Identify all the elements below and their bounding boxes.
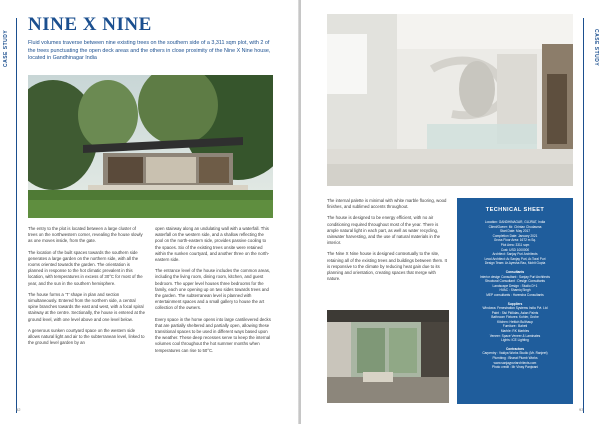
- tech-line: Client/Owner: Mr. Chintan Chudasma: [488, 224, 542, 229]
- interior-stair-photo: [327, 14, 573, 186]
- side-rule-right: [583, 18, 584, 413]
- tech-line: Veneer: Space Veneer & Laminates: [489, 333, 541, 338]
- tech-line: Landscape Design : Studio D+1: [492, 283, 538, 288]
- left-column-2: [155, 226, 273, 359]
- tech-line: Furniture : Baheti: [502, 324, 528, 329]
- left-column-1: [28, 226, 146, 351]
- tech-line: Plumbing : Bharat Plumb Works: [492, 356, 538, 361]
- tech-line: Interior design Consultant : Sanjay Puri Architects: [480, 274, 550, 279]
- paragraph: The entrance level of the house includes the common areas, including the living room, dining room, kitchen, and guest bedroom. The upper level houses three bedrooms for the family, each one opening up on two sides towards trees and the garden. The subterranean level is planned with entertainment spaces and a small gallery to house the art collection of the owners.: [155, 268, 271, 311]
- tech-line: Windows: Fenestration Systems India Pvt. Ltd: [482, 306, 548, 311]
- tech-line: Carpentry : Vaidya Works Studio (Mr. Ranjeet): [482, 351, 548, 356]
- tech-group-heading: Consultants: [505, 269, 525, 274]
- tech-line: Cost: USD 1000000: [500, 247, 530, 252]
- tech-line: Architect: Sanjay Puri Architects: [492, 252, 538, 257]
- side-label-left: CASE STUDY: [3, 29, 9, 67]
- exterior-photo: [28, 75, 273, 218]
- tech-group-project: [463, 220, 567, 266]
- paragraph: The entry to the plot is located between a large cluster of trees on the northwestern corner, revealing the house slowly as one moves inside, from the gate.: [28, 226, 143, 244]
- paragraph: open stairway along an undulating wall with a waterfall. This waterfall on the western side, and a shallow reflecting the pool on the north-eastern side, provides passive cooling to the spaces. Six of the existing trees onsite were retained within the sunken courtyard, and another three on the north-eastern side.: [155, 226, 270, 263]
- tech-line: Location: GANDHINAGAR, GUJRAT, India: [484, 220, 546, 224]
- tech-group-consultants: [463, 270, 567, 298]
- tech-line: Photo credit : Mr Vinay Panjwani: [491, 365, 538, 370]
- tech-line: Start Date: May 2017: [499, 229, 531, 234]
- technical-sheet: [457, 198, 573, 404]
- paragraph: The internal palette is minimal with white marble flooring, wood finishes, and sublimed accents throughout.: [327, 198, 447, 210]
- paragraph: The house is designed to be energy efficient, with no air conditioning required throughout most of the year. There is ample natural light in each part, as well as water recycling, rainwater harvesting, and the use of natural materials in the interior.: [327, 215, 440, 246]
- tech-group-contractors: [463, 347, 567, 370]
- article-title: NINE X NINE: [28, 14, 152, 35]
- tech-line: Kitchen: Hettich Bulthaup: [497, 319, 533, 324]
- tech-group-suppliers: [463, 302, 567, 343]
- tech-website-link[interactable]: www.sanjaypuriarchitects.com: [493, 360, 537, 365]
- tech-line: Marble: RK Marbles: [500, 329, 530, 334]
- tech-line: HVAC : Shamiq Singh: [499, 288, 531, 293]
- side-rule-left: [16, 18, 17, 413]
- page-number-left: 92: [16, 407, 21, 412]
- paragraph: The location of the built spaces towards the southern side generates a large garden on the northern side, with all the rooms oriented towards the garden. The orientation is planned in response to the hot climatic prevalent in this location, with temperatures in excess of 30°C for most of the year, and the sun in the southern hemisphere.: [28, 249, 143, 286]
- tech-line: MEP consultants : Harendra Consultants: [486, 292, 544, 297]
- paragraph: A generous sunken courtyard space on the western side allows natural light and air to the subterranean level, linked to the ground level garden by an: [28, 327, 145, 346]
- tech-line: Structural Consultant : Design Consultants: [484, 279, 546, 284]
- right-page: [301, 0, 600, 424]
- tech-line: Paint : Sisi Pidlidas, Asian Paints: [491, 310, 539, 315]
- technical-sheet-title: TECHNICAL SHEET: [485, 207, 545, 213]
- page-number-right: 93: [579, 407, 584, 412]
- tech-line: Gross Floor Area: 1672 m Sq.: [493, 238, 537, 243]
- paragraph: Every space in the home opens into large cantilevered decks that are partially sheltered and partially open, allowing these transitional spaces to be used in different ways based upon the weather. These deep recesses serve to keep the internal volumes cool throughout the hot summer months when temperatures can rise to 50°C.: [155, 316, 271, 353]
- intro-paragraph: Fluid volumes traverse between nine existing trees on the southern side of a 3,311 sqm plot, with 2 of the trees punctuating the open deck areas and the others in close proximity of the Nine X Nine house, located in Gandhinagar India: [28, 40, 271, 62]
- tech-line: Plot Area: 3311 sqm: [500, 242, 530, 247]
- tech-line: Completion Date: January 2021: [492, 233, 538, 238]
- right-column: [327, 198, 449, 287]
- tech-group-heading: Suppliers: [507, 301, 523, 306]
- tech-line: Lights: ICE Lighting: [501, 338, 529, 343]
- living-room-photo: [327, 310, 449, 403]
- tech-line: Bathroom Fixtures: Kohler, Grohe: [491, 315, 539, 320]
- left-page: [0, 0, 299, 424]
- tech-line: Lead Architect: Ar.Sanjay Puri, Ar.Toral Puri: [484, 256, 546, 261]
- side-label-right: CASE STUDY: [593, 29, 599, 67]
- paragraph: The Nine X Nine house is designed contextually to the site, retaining all of the existing trees and buildings between them. It is responsive to the climate by reducing heat gain due to its planning and orientation, creating spaces that merge with nature.: [327, 251, 447, 282]
- tech-line: Design Team: Ar.Ayesha Rao, Mohit Gupta: [484, 261, 546, 266]
- paragraph: The house forms a ‘T’ shape in plan and section simultaneously. Entered from the northern side, a central spine branches towards the east and west, with a focal spiral stairway at the centre. Sectionally, the house is entered at the ground level, with one level above and one level below.: [28, 291, 145, 322]
- tech-group-heading: Contractors: [505, 346, 525, 351]
